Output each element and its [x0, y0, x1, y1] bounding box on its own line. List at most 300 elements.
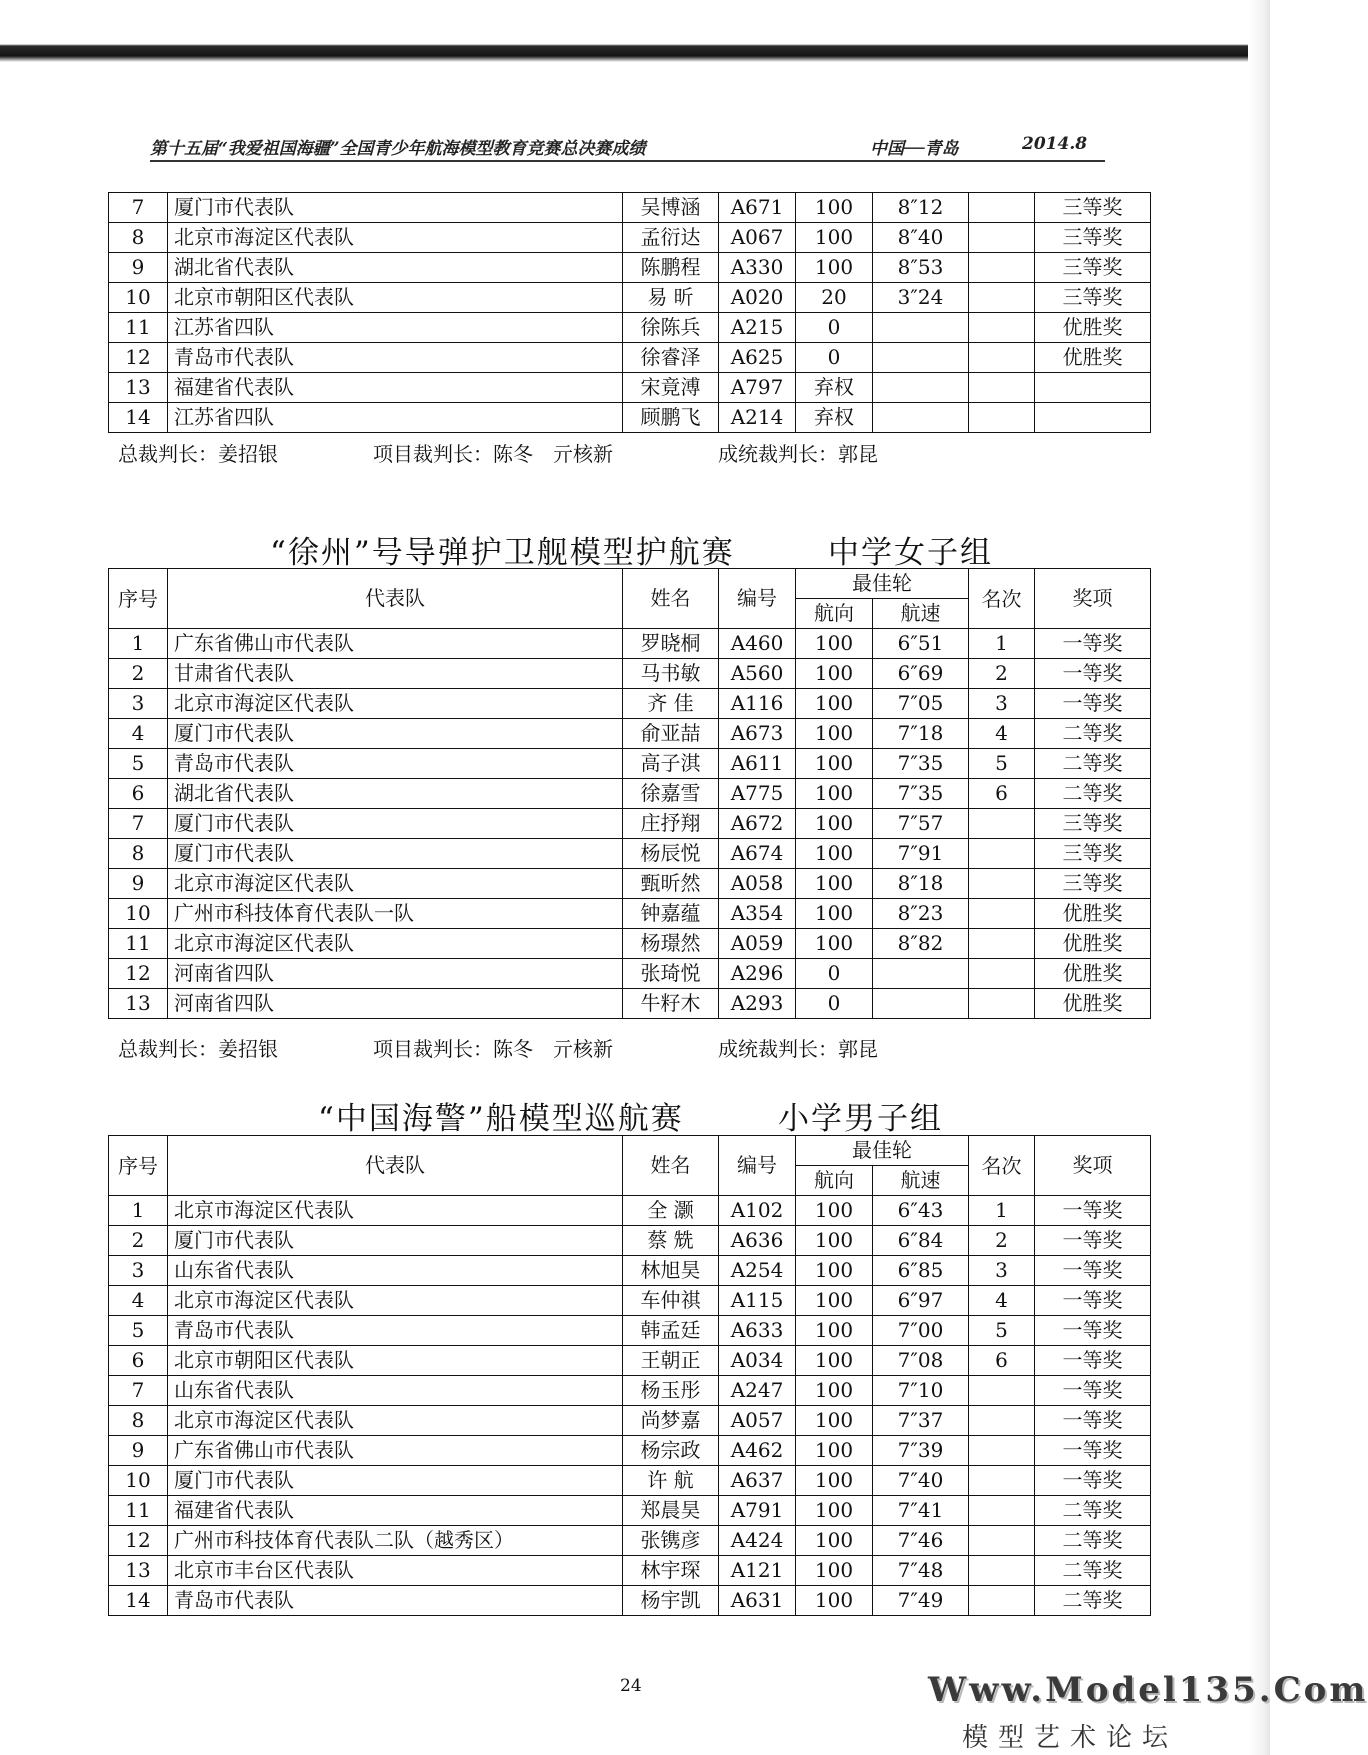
cell-heading: 100	[796, 929, 873, 959]
cell-speed: 8″23	[873, 899, 969, 929]
col-rank-header: 名次	[969, 569, 1035, 629]
cell-speed: 6″85	[873, 1256, 969, 1286]
cell-team: 青岛市代表队	[168, 749, 623, 779]
cell-name: 许 航	[623, 1466, 719, 1496]
cell-award: 三等奖	[1035, 839, 1151, 869]
cell-code: A121	[719, 1556, 796, 1586]
cell-code: A791	[719, 1496, 796, 1526]
cell-name: 杨宇凯	[623, 1586, 719, 1616]
cell-code: A671	[719, 193, 796, 223]
cell-seq: 14	[109, 1586, 168, 1616]
cell-seq: 13	[109, 1556, 168, 1586]
cell-award: 一等奖	[1035, 629, 1151, 659]
cell-heading: 100	[796, 869, 873, 899]
cell-award: 三等奖	[1035, 193, 1151, 223]
table-row	[109, 193, 1151, 223]
page-header	[150, 126, 1105, 162]
cell-heading: 100	[796, 1286, 873, 1316]
cell-team: 北京市海淀区代表队	[168, 869, 623, 899]
col-speed-header: 航速	[873, 599, 969, 629]
section3-event: “中国海警”船模型巡航赛	[318, 1101, 684, 1137]
cell-seq: 13	[109, 989, 168, 1019]
cell-team: 湖北省代表队	[168, 253, 623, 283]
table-row	[109, 313, 1151, 343]
col-award-header: 奖项	[1035, 1136, 1151, 1196]
cell-seq: 3	[109, 1256, 168, 1286]
cell-rank	[969, 373, 1035, 403]
cell-heading: 100	[796, 809, 873, 839]
cell-name: 罗晓桐	[623, 629, 719, 659]
cell-award: 三等奖	[1035, 223, 1151, 253]
cell-heading: 100	[796, 1586, 873, 1616]
cell-speed: 7″05	[873, 689, 969, 719]
cell-name: 徐嘉雪	[623, 779, 719, 809]
cell-name: 徐睿泽	[623, 343, 719, 373]
cell-rank	[969, 1466, 1035, 1496]
cell-team: 厦门市代表队	[168, 839, 623, 869]
table-row	[109, 283, 1151, 313]
cell-code: A462	[719, 1436, 796, 1466]
cell-seq: 10	[109, 1466, 168, 1496]
cell-speed: 6″97	[873, 1286, 969, 1316]
cell-team: 江苏省四队	[168, 403, 623, 433]
cell-seq: 7	[109, 1376, 168, 1406]
cell-award: 一等奖	[1035, 1316, 1151, 1346]
cell-name: 王朝正	[623, 1346, 719, 1376]
cell-name: 徐陈兵	[623, 313, 719, 343]
table-row	[109, 959, 1151, 989]
cell-award: 一等奖	[1035, 1436, 1151, 1466]
cell-seq: 7	[109, 809, 168, 839]
cell-name: 孟衍达	[623, 223, 719, 253]
cell-code: A058	[719, 869, 796, 899]
col-name-header: 姓名	[623, 569, 719, 629]
cell-heading: 100	[796, 1346, 873, 1376]
cell-speed	[873, 373, 969, 403]
header-date: 2014.8	[1022, 134, 1088, 154]
cell-code: A059	[719, 929, 796, 959]
cell-heading: 100	[796, 193, 873, 223]
cell-rank: 4	[969, 1286, 1035, 1316]
cell-seq: 8	[109, 1406, 168, 1436]
cell-code: A673	[719, 719, 796, 749]
cell-speed: 7″10	[873, 1376, 969, 1406]
cell-code: A067	[719, 223, 796, 253]
cell-rank	[969, 899, 1035, 929]
cell-rank	[969, 839, 1035, 869]
col-team-header: 代表队	[168, 1136, 623, 1196]
cell-rank	[969, 1496, 1035, 1526]
cell-heading: 100	[796, 1256, 873, 1286]
cell-seq: 4	[109, 1286, 168, 1316]
cell-team: 山东省代表队	[168, 1376, 623, 1406]
cell-award: 优胜奖	[1035, 989, 1151, 1019]
cell-award: 一等奖	[1035, 1466, 1151, 1496]
cell-heading: 20	[796, 283, 873, 313]
cell-rank	[969, 959, 1035, 989]
cell-award: 一等奖	[1035, 689, 1151, 719]
scan-top-binding-edge	[0, 0, 1270, 62]
cell-seq: 9	[109, 1436, 168, 1466]
cell-award: 优胜奖	[1035, 959, 1151, 989]
cell-team: 北京市海淀区代表队	[168, 1196, 623, 1226]
page-number: 24	[620, 1676, 642, 1696]
cell-name: 俞亚喆	[623, 719, 719, 749]
cell-team: 北京市海淀区代表队	[168, 1406, 623, 1436]
cell-seq: 5	[109, 749, 168, 779]
table-row	[109, 403, 1151, 433]
cell-speed: 7″35	[873, 749, 969, 779]
cell-speed: 7″57	[873, 809, 969, 839]
cell-rank: 2	[969, 1226, 1035, 1256]
cell-team: 河南省四队	[168, 989, 623, 1019]
cell-award: 一等奖	[1035, 1346, 1151, 1376]
table-row	[109, 1496, 1151, 1526]
cell-speed: 6″43	[873, 1196, 969, 1226]
scoring-judge: 成统裁判长：郭昆	[718, 442, 878, 466]
cell-speed: 7″49	[873, 1586, 969, 1616]
table-row	[109, 1526, 1151, 1556]
cell-seq: 5	[109, 1316, 168, 1346]
cell-rank: 1	[969, 629, 1035, 659]
table-row	[109, 1286, 1151, 1316]
cell-heading: 0	[796, 343, 873, 373]
cell-seq: 12	[109, 1526, 168, 1556]
cell-team: 山东省代表队	[168, 1256, 623, 1286]
cell-rank	[969, 223, 1035, 253]
cell-team: 厦门市代表队	[168, 1466, 623, 1496]
judges-line-2	[118, 1033, 1018, 1063]
cell-speed: 8″18	[873, 869, 969, 899]
cell-speed: 3″24	[873, 283, 969, 313]
cell-award: 二等奖	[1035, 719, 1151, 749]
cell-speed: 8″12	[873, 193, 969, 223]
results-table-2	[108, 568, 1151, 1019]
event-judges: 项目裁判长：陈冬 亓核新	[373, 1037, 613, 1061]
table-row	[109, 1346, 1151, 1376]
cell-name: 高子淇	[623, 749, 719, 779]
cell-seq: 2	[109, 1226, 168, 1256]
cell-name: 郑晨昊	[623, 1496, 719, 1526]
table-row	[109, 989, 1151, 1019]
watermark-forum-name: 模型艺术论坛	[962, 1723, 1179, 1753]
cell-award: 二等奖	[1035, 749, 1151, 779]
cell-name: 齐 佳	[623, 689, 719, 719]
cell-award	[1035, 373, 1151, 403]
cell-speed: 7″37	[873, 1406, 969, 1436]
cell-award: 一等奖	[1035, 659, 1151, 689]
cell-award: 一等奖	[1035, 1256, 1151, 1286]
table-row	[109, 899, 1151, 929]
cell-team: 江苏省四队	[168, 313, 623, 343]
cell-name: 张镌彦	[623, 1526, 719, 1556]
cell-code: A775	[719, 779, 796, 809]
cell-speed: 7″41	[873, 1496, 969, 1526]
cell-heading: 100	[796, 1316, 873, 1346]
cell-rank	[969, 1376, 1035, 1406]
cell-speed: 7″39	[873, 1436, 969, 1466]
cell-heading: 100	[796, 1226, 873, 1256]
cell-rank: 6	[969, 1346, 1035, 1376]
cell-heading: 0	[796, 989, 873, 1019]
cell-speed	[873, 403, 969, 433]
cell-code: A293	[719, 989, 796, 1019]
cell-heading: 100	[796, 629, 873, 659]
cell-name: 易 昕	[623, 283, 719, 313]
cell-rank: 4	[969, 719, 1035, 749]
cell-heading: 100	[796, 1406, 873, 1436]
cell-name: 宋竟溥	[623, 373, 719, 403]
cell-seq: 8	[109, 839, 168, 869]
table-row	[109, 223, 1151, 253]
results-table-continued	[108, 192, 1151, 433]
cell-heading: 100	[796, 1376, 873, 1406]
col-best-header: 最佳轮	[796, 1136, 969, 1166]
cell-code: A354	[719, 899, 796, 929]
cell-speed: 7″46	[873, 1526, 969, 1556]
cell-name: 蔡 兟	[623, 1226, 719, 1256]
cell-code: A254	[719, 1256, 796, 1286]
cell-rank	[969, 403, 1035, 433]
table-row	[109, 1466, 1151, 1496]
cell-code: A020	[719, 283, 796, 313]
cell-rank	[969, 809, 1035, 839]
cell-team: 甘肃省代表队	[168, 659, 623, 689]
cell-name: 钟嘉蕴	[623, 899, 719, 929]
cell-rank	[969, 283, 1035, 313]
cell-seq: 10	[109, 283, 168, 313]
section2-event: “徐州”号导弹护卫舰模型护航赛	[270, 535, 735, 571]
cell-award: 优胜奖	[1035, 899, 1151, 929]
cell-heading: 100	[796, 839, 873, 869]
cell-speed: 7″00	[873, 1316, 969, 1346]
cell-name: 韩孟廷	[623, 1316, 719, 1346]
cell-code: A215	[719, 313, 796, 343]
cell-seq: 4	[109, 719, 168, 749]
table-row	[109, 1586, 1151, 1616]
cell-code: A330	[719, 253, 796, 283]
scan-right-edge	[1248, 0, 1270, 1755]
cell-rank	[969, 869, 1035, 899]
cell-seq: 6	[109, 1346, 168, 1376]
col-award-header: 奖项	[1035, 569, 1151, 629]
cell-heading: 100	[796, 223, 873, 253]
cell-team: 广州市科技体育代表队二队（越秀区）	[168, 1526, 623, 1556]
cell-team: 厦门市代表队	[168, 719, 623, 749]
cell-code: A214	[719, 403, 796, 433]
cell-speed	[873, 989, 969, 1019]
cell-code: A247	[719, 1376, 796, 1406]
cell-code: A637	[719, 1466, 796, 1496]
cell-name: 杨辰悦	[623, 839, 719, 869]
table-row	[109, 253, 1151, 283]
cell-team: 青岛市代表队	[168, 343, 623, 373]
cell-heading: 弃权	[796, 403, 873, 433]
cell-code: A460	[719, 629, 796, 659]
cell-speed	[873, 313, 969, 343]
table-row	[109, 719, 1151, 749]
cell-heading: 100	[796, 689, 873, 719]
table-row	[109, 779, 1151, 809]
cell-team: 厦门市代表队	[168, 1226, 623, 1256]
header-place: 中国──青岛	[870, 139, 959, 159]
cell-heading: 0	[796, 313, 873, 343]
judges-line-1	[118, 438, 1018, 468]
cell-rank: 6	[969, 779, 1035, 809]
watermark-url: Www.Model135.Com	[928, 1670, 1368, 1710]
cell-award: 二等奖	[1035, 1496, 1151, 1526]
cell-speed: 6″84	[873, 1226, 969, 1256]
col-seq-header: 序号	[109, 1136, 168, 1196]
cell-rank	[969, 253, 1035, 283]
cell-speed: 8″82	[873, 929, 969, 959]
table-row	[109, 1436, 1151, 1466]
cell-award: 优胜奖	[1035, 929, 1151, 959]
col-seq-header: 序号	[109, 569, 168, 629]
cell-award: 一等奖	[1035, 1226, 1151, 1256]
cell-speed: 7″48	[873, 1556, 969, 1586]
cell-name: 顾鹏飞	[623, 403, 719, 433]
cell-name: 杨宗政	[623, 1436, 719, 1466]
cell-seq: 1	[109, 629, 168, 659]
chief-judge: 总裁判长：姜招银	[118, 1037, 278, 1061]
cell-seq: 8	[109, 223, 168, 253]
cell-rank	[969, 1526, 1035, 1556]
cell-rank	[969, 193, 1035, 223]
cell-speed: 7″18	[873, 719, 969, 749]
cell-seq: 11	[109, 1496, 168, 1526]
cell-name: 车仲祺	[623, 1286, 719, 1316]
cell-code: A631	[719, 1586, 796, 1616]
cell-speed: 7″91	[873, 839, 969, 869]
cell-seq: 3	[109, 689, 168, 719]
cell-seq: 9	[109, 253, 168, 283]
cell-seq: 10	[109, 899, 168, 929]
cell-heading: 100	[796, 719, 873, 749]
cell-heading: 100	[796, 749, 873, 779]
cell-seq: 1	[109, 1196, 168, 1226]
col-name-header: 姓名	[623, 1136, 719, 1196]
cell-team: 河南省四队	[168, 959, 623, 989]
col-best-header: 最佳轮	[796, 569, 969, 599]
cell-code: A672	[719, 809, 796, 839]
col-team-header: 代表队	[168, 569, 623, 629]
cell-seq: 11	[109, 313, 168, 343]
cell-rank: 3	[969, 1256, 1035, 1286]
cell-award: 二等奖	[1035, 1586, 1151, 1616]
table-row	[109, 1556, 1151, 1586]
cell-name: 尚梦嘉	[623, 1406, 719, 1436]
section3-group: 小学男子组	[778, 1101, 943, 1137]
cell-award: 三等奖	[1035, 869, 1151, 899]
table-row	[109, 1376, 1151, 1406]
cell-seq: 13	[109, 373, 168, 403]
col-speed-header: 航速	[873, 1166, 969, 1196]
cell-name: 林旭昊	[623, 1256, 719, 1286]
cell-award: 二等奖	[1035, 779, 1151, 809]
cell-team: 青岛市代表队	[168, 1316, 623, 1346]
cell-heading: 弃权	[796, 373, 873, 403]
table-row	[109, 869, 1151, 899]
cell-team: 广东省佛山市代表队	[168, 629, 623, 659]
cell-award: 三等奖	[1035, 283, 1151, 313]
cell-code: A057	[719, 1406, 796, 1436]
cell-heading: 100	[796, 1526, 873, 1556]
cell-name: 杨玉彤	[623, 1376, 719, 1406]
cell-seq: 9	[109, 869, 168, 899]
cell-seq: 7	[109, 193, 168, 223]
col-code-header: 编号	[719, 1136, 796, 1196]
cell-award: 优胜奖	[1035, 313, 1151, 343]
cell-speed	[873, 959, 969, 989]
table-row	[109, 343, 1151, 373]
cell-heading: 100	[796, 1436, 873, 1466]
event-judges: 项目裁判长：陈冬 亓核新	[373, 442, 613, 466]
cell-name: 全 灏	[623, 1196, 719, 1226]
cell-rank: 5	[969, 1316, 1035, 1346]
cell-code: A560	[719, 659, 796, 689]
cell-heading: 100	[796, 779, 873, 809]
cell-team: 北京市海淀区代表队	[168, 689, 623, 719]
cell-code: A636	[719, 1226, 796, 1256]
cell-name: 马书敏	[623, 659, 719, 689]
cell-code: A625	[719, 343, 796, 373]
col-rank-header: 名次	[969, 1136, 1035, 1196]
cell-speed: 7″35	[873, 779, 969, 809]
cell-rank	[969, 1556, 1035, 1586]
cell-rank	[969, 343, 1035, 373]
cell-code: A116	[719, 689, 796, 719]
cell-team: 厦门市代表队	[168, 809, 623, 839]
cell-rank: 5	[969, 749, 1035, 779]
cell-heading: 100	[796, 1466, 873, 1496]
cell-rank	[969, 1406, 1035, 1436]
cell-name: 杨璟然	[623, 929, 719, 959]
results-table-3	[108, 1135, 1151, 1616]
cell-seq: 11	[109, 929, 168, 959]
cell-heading: 0	[796, 959, 873, 989]
cell-team: 福建省代表队	[168, 373, 623, 403]
cell-team: 湖北省代表队	[168, 779, 623, 809]
cell-heading: 100	[796, 1556, 873, 1586]
cell-rank	[969, 1586, 1035, 1616]
cell-rank	[969, 313, 1035, 343]
table-row	[109, 1256, 1151, 1286]
table-row	[109, 809, 1151, 839]
table-row	[109, 689, 1151, 719]
cell-name: 林宇琛	[623, 1556, 719, 1586]
cell-team: 青岛市代表队	[168, 1586, 623, 1616]
cell-speed: 8″40	[873, 223, 969, 253]
cell-award	[1035, 403, 1151, 433]
cell-name: 吴博涵	[623, 193, 719, 223]
cell-award: 二等奖	[1035, 1526, 1151, 1556]
cell-heading: 100	[796, 253, 873, 283]
section2-group: 中学女子组	[828, 535, 993, 571]
cell-speed: 8″53	[873, 253, 969, 283]
table-row	[109, 839, 1151, 869]
cell-code: A674	[719, 839, 796, 869]
cell-seq: 6	[109, 779, 168, 809]
cell-name: 牛籽木	[623, 989, 719, 1019]
cell-award: 一等奖	[1035, 1406, 1151, 1436]
table-row	[109, 1196, 1151, 1226]
col-code-header: 编号	[719, 569, 796, 629]
cell-seq: 14	[109, 403, 168, 433]
col-heading-header: 航向	[796, 599, 873, 629]
table-row	[109, 929, 1151, 959]
table-row	[109, 749, 1151, 779]
